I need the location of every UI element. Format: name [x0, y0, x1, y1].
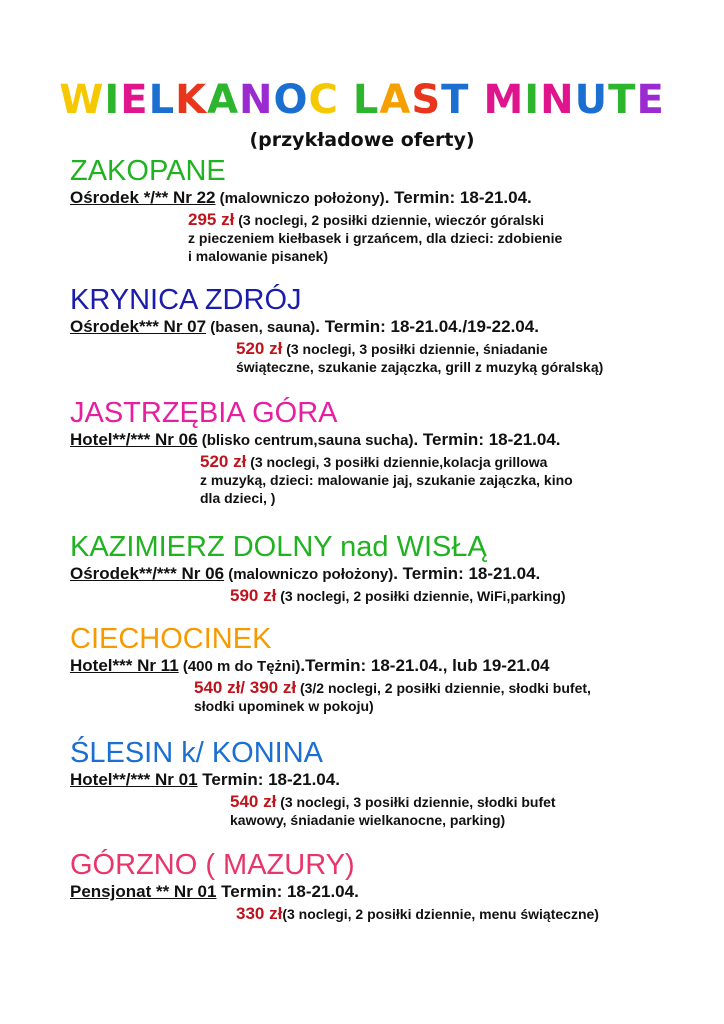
title-letter: N — [540, 77, 575, 123]
price-details: słodki upominek w pokoju) — [194, 698, 374, 714]
title-letter: L — [352, 77, 380, 123]
title-letter: I — [104, 77, 121, 123]
venue-name: Hotel**/*** Nr 06 — [70, 430, 198, 449]
price: 330 zł — [236, 904, 283, 923]
price-details: i malowanie pisanek) — [188, 248, 329, 264]
price: 295 zł — [188, 210, 235, 229]
venue-name: Hotel**/*** Nr 01 — [70, 770, 198, 789]
venue-desc: (400 m do Tężni) — [178, 658, 301, 675]
title-letter: A — [379, 77, 412, 123]
offer-zakopane — [70, 154, 704, 265]
title-letter: I — [524, 77, 541, 123]
price-details: (3 noclegi, 3 posiłki dziennie, śniadanie — [282, 341, 548, 357]
venue-name: Ośrodek*** Nr 07 — [70, 317, 207, 336]
price-details: (3/2 noclegi, 2 posiłki dziennie, słodki bufet, — [296, 680, 591, 696]
venue-name: Ośrodek */** Nr 22 — [70, 188, 216, 207]
city-heading: ZAKOPANE — [70, 155, 226, 187]
price-details: z pieczeniem kiełbasek i grzańcem, dla dzieci: zdobienie — [188, 230, 563, 246]
venue-line — [70, 564, 704, 585]
price-details: (3 noclegi, 3 posiłki dziennie,kolacja grillowa — [246, 454, 548, 470]
city-heading: ŚLESIN k/ KONINA — [70, 737, 324, 769]
price-block — [188, 211, 704, 265]
price-details: świąteczne, szukanie zajączka, grill z muzyką góralską) — [236, 359, 604, 375]
title-letter: A — [207, 77, 240, 123]
title-letter: E — [636, 77, 665, 123]
venue-line — [70, 317, 704, 338]
venue-line — [70, 188, 704, 209]
title-letter: S — [411, 77, 442, 123]
price-block — [230, 793, 704, 829]
venue-desc: (basen, sauna) — [206, 319, 316, 336]
city-heading: CIECHOCINEK — [70, 623, 272, 655]
venue-term: .Termin: 18-21.04., lub 19-21.04 — [300, 656, 550, 675]
venue-term: . Termin: 18-21.04./19-22.04. — [315, 317, 539, 336]
price-details: (3 noclegi, 3 posiłki dziennie, słodki bufet — [276, 794, 556, 810]
offer-gorzno — [70, 848, 704, 923]
venue-desc: (malowniczo położony) — [215, 190, 385, 207]
price-details: z muzyką, dzieci: malowanie jaj, szukanie zajączka, kino — [200, 472, 573, 488]
offer-kazimierz — [70, 530, 704, 605]
price: 520 zł — [200, 452, 247, 471]
venue-line — [70, 656, 704, 677]
price-details: kawowy, śniadanie wielkanocne, parking) — [230, 812, 506, 828]
venue-name: Pensjonat ** Nr 01 — [70, 882, 217, 901]
title-letter: W — [59, 77, 105, 123]
venue-name: Ośrodek**/*** Nr 06 — [70, 564, 225, 583]
title-letter: E — [120, 77, 149, 123]
venue-term: . Termin: 18-21.04. — [393, 564, 541, 583]
title-letter: U — [574, 77, 609, 123]
title-letter: T — [441, 77, 470, 123]
subtitle: (przykładowe oferty) — [249, 129, 475, 151]
price: 540 zł — [230, 792, 277, 811]
offer-slesin — [70, 736, 704, 829]
price: 590 zł — [230, 586, 277, 605]
price-details: (3 noclegi, 2 posiłki dziennie, menu świąteczne) — [282, 906, 599, 922]
offer-jastrzebia — [70, 396, 704, 507]
venue-desc: (blisko centrum,sauna sucha) — [197, 432, 414, 449]
venue-term: Termin: 18-21.04. — [197, 770, 340, 789]
offer-krynica — [70, 283, 704, 376]
title-letter: C — [308, 77, 339, 123]
title-letter: L — [148, 77, 176, 123]
page-title — [0, 76, 724, 124]
price-block — [194, 679, 704, 715]
venue-term: . Termin: 18-21.04. — [413, 430, 561, 449]
title-letter: O — [273, 77, 309, 123]
price-details: dla dzieci, ) — [200, 490, 276, 506]
venue-term: . Termin: 18-21.04. — [384, 188, 532, 207]
venue-line — [70, 770, 704, 791]
title-letter: T — [608, 77, 637, 123]
price: 540 zł/ 390 zł — [194, 678, 297, 697]
price-block — [200, 453, 704, 507]
city-heading: JASTRZĘBIA GÓRA — [70, 397, 338, 429]
title-letter: N — [239, 77, 274, 123]
venue-line — [70, 882, 704, 903]
city-heading: KAZIMIERZ DOLNY nad WISŁĄ — [70, 531, 487, 563]
price-block — [236, 340, 704, 376]
city-heading: KRYNICA ZDRÓJ — [70, 284, 302, 316]
venue-desc: (malowniczo położony) — [224, 566, 394, 583]
offer-ciechocinek — [70, 622, 704, 715]
price-details: (3 noclegi, 2 posiłki dziennie, wieczór góralski — [234, 212, 544, 228]
price: 520 zł — [236, 339, 283, 358]
title-letter: K — [175, 77, 208, 123]
price-block — [236, 905, 704, 923]
venue-line — [70, 430, 704, 451]
venue-term: Termin: 18-21.04. — [216, 882, 359, 901]
price-block — [230, 587, 704, 605]
price-details: (3 noclegi, 2 posiłki dziennie, WiFi,parking) — [276, 588, 566, 604]
venue-name: Hotel*** Nr 11 — [70, 656, 179, 675]
city-heading: GÓRZNO ( MAZURY) — [70, 849, 355, 881]
title-letter: M — [483, 77, 525, 123]
